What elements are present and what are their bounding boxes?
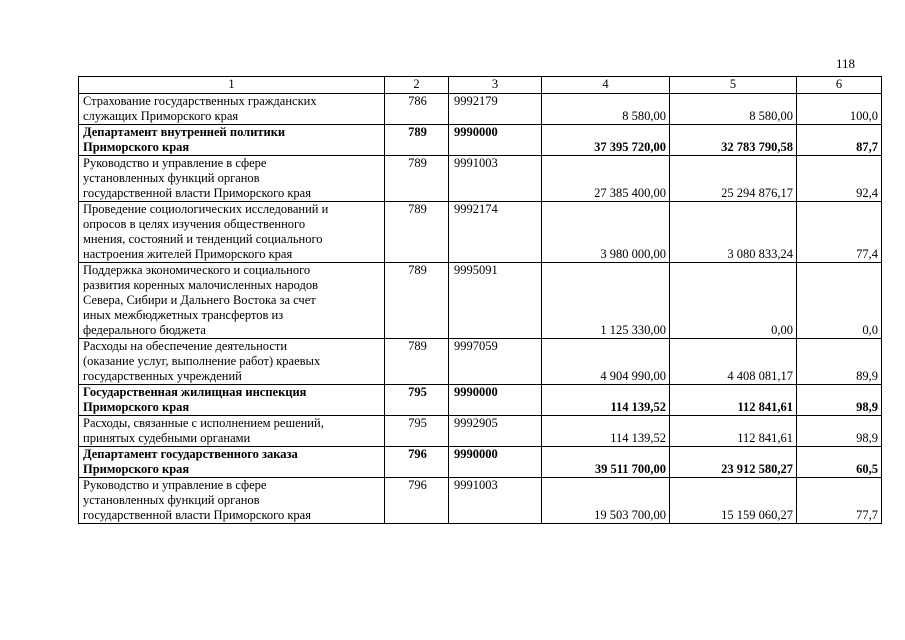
expense-name-line: настроения жителей Приморского края — [83, 247, 293, 261]
execution-percent-cell: 0,0 — [797, 263, 882, 339]
table-row — [79, 339, 882, 385]
grbs-code-cell: 789 — [385, 339, 449, 385]
expense-name-cell — [79, 478, 385, 524]
expense-name-line: служащих Приморского края — [83, 109, 239, 123]
expense-name-line: Страхование государственных гражданских — [83, 94, 317, 108]
target-article-cell: 9997059 — [449, 339, 542, 385]
executed-amount-cell: 0,00 — [670, 263, 797, 339]
expense-name-cell — [79, 202, 385, 263]
grbs-code-cell: 789 — [385, 263, 449, 339]
expense-name-line: Расходы на обеспечение деятельности — [83, 339, 288, 353]
target-article-cell: 9990000 — [449, 447, 542, 478]
expense-name-line: установленных функций органов — [83, 171, 260, 185]
executed-amount-cell: 8 580,00 — [670, 94, 797, 125]
grbs-code-cell: 796 — [385, 478, 449, 524]
expense-name-line: Государственная жилищная инспекция — [83, 385, 307, 399]
expense-name-line: Департамент внутренней политики — [83, 125, 286, 139]
expense-name-cell — [79, 94, 385, 125]
target-article-cell: 9992174 — [449, 202, 542, 263]
table-row — [79, 416, 882, 447]
execution-percent-cell: 100,0 — [797, 94, 882, 125]
execution-percent-cell: 98,9 — [797, 385, 882, 416]
executed-amount-cell: 3 080 833,24 — [670, 202, 797, 263]
header-col-3: 3 — [449, 77, 542, 94]
expense-name-line: Поддержка экономического и социального — [83, 263, 311, 277]
table-header-row — [79, 77, 882, 94]
execution-percent-cell: 60,5 — [797, 447, 882, 478]
executed-amount-cell: 15 159 060,27 — [670, 478, 797, 524]
target-article-cell: 9992905 — [449, 416, 542, 447]
expense-name-cell — [79, 339, 385, 385]
planned-amount-cell: 27 385 400,00 — [542, 156, 670, 202]
table-row-department — [79, 447, 882, 478]
header-col-4: 4 — [542, 77, 670, 94]
executed-amount-cell: 25 294 876,17 — [670, 156, 797, 202]
planned-amount-cell: 37 395 720,00 — [542, 125, 670, 156]
expense-name-cell — [79, 156, 385, 202]
table-row — [79, 94, 882, 125]
planned-amount-cell: 114 139,52 — [542, 416, 670, 447]
planned-amount-cell: 8 580,00 — [542, 94, 670, 125]
target-article-cell: 9990000 — [449, 125, 542, 156]
budget-execution-table — [78, 76, 882, 524]
planned-amount-cell: 19 503 700,00 — [542, 478, 670, 524]
header-col-1: 1 — [79, 77, 385, 94]
execution-percent-cell: 77,7 — [797, 478, 882, 524]
target-article-cell: 9991003 — [449, 478, 542, 524]
expense-name-line: Руководство и управление в сфере — [83, 156, 267, 170]
grbs-code-cell: 789 — [385, 156, 449, 202]
header-col-6: 6 — [797, 77, 882, 94]
expense-name-line: Приморского края — [83, 462, 190, 476]
grbs-code-cell: 789 — [385, 125, 449, 156]
expense-name-line: Руководство и управление в сфере — [83, 478, 267, 492]
expense-name-line: государственной власти Приморского края — [83, 186, 311, 200]
executed-amount-cell: 4 408 081,17 — [670, 339, 797, 385]
target-article-cell: 9991003 — [449, 156, 542, 202]
page-number: 118 — [836, 56, 856, 71]
grbs-code-cell: 795 — [385, 385, 449, 416]
expense-name-line: Севера, Сибири и Дальнего Востока за счет — [83, 293, 316, 307]
planned-amount-cell: 1 125 330,00 — [542, 263, 670, 339]
target-article-cell: 9992179 — [449, 94, 542, 125]
expense-name-cell — [79, 263, 385, 339]
expense-name-line: опросов в целях изучения общественного — [83, 217, 306, 231]
expense-name-cell — [79, 416, 385, 447]
execution-percent-cell: 87,7 — [797, 125, 882, 156]
expense-name-line: (оказание услуг, выполнение работ) краевых — [83, 354, 321, 368]
target-article-cell: 9995091 — [449, 263, 542, 339]
table-row — [79, 478, 882, 524]
grbs-code-cell: 796 — [385, 447, 449, 478]
planned-amount-cell: 4 904 990,00 — [542, 339, 670, 385]
planned-amount-cell: 114 139,52 — [542, 385, 670, 416]
table-row-department — [79, 385, 882, 416]
grbs-code-cell: 795 — [385, 416, 449, 447]
executed-amount-cell: 32 783 790,58 — [670, 125, 797, 156]
execution-percent-cell: 98,9 — [797, 416, 882, 447]
expense-name-line: Приморского края — [83, 400, 190, 414]
execution-percent-cell: 77,4 — [797, 202, 882, 263]
expense-name-cell — [79, 385, 385, 416]
execution-percent-cell: 89,9 — [797, 339, 882, 385]
expense-name-line: иных межбюджетных трансфертов из — [83, 308, 284, 322]
expense-name-line: государственных учреждений — [83, 369, 242, 383]
expense-name-line: государственной власти Приморского края — [83, 508, 311, 522]
executed-amount-cell: 112 841,61 — [670, 385, 797, 416]
expense-name-cell — [79, 125, 385, 156]
table-row — [79, 202, 882, 263]
table-row-department — [79, 125, 882, 156]
expense-name-line: Проведение социологических исследований и — [83, 202, 329, 216]
grbs-code-cell: 789 — [385, 202, 449, 263]
target-article-cell: 9990000 — [449, 385, 542, 416]
expense-name-line: Расходы, связанные с исполнением решений, — [83, 416, 324, 430]
expense-name-line: развития коренных малочисленных народов — [83, 278, 318, 292]
grbs-code-cell: 786 — [385, 94, 449, 125]
header-col-2: 2 — [385, 77, 449, 94]
table-body — [79, 94, 882, 524]
expense-name-line: принятых судебными органами — [83, 431, 251, 445]
executed-amount-cell: 112 841,61 — [670, 416, 797, 447]
expense-name-line: федерального бюджета — [83, 323, 206, 337]
expense-name-line: Департамент государственного заказа — [83, 447, 298, 461]
executed-amount-cell: 23 912 580,27 — [670, 447, 797, 478]
execution-percent-cell: 92,4 — [797, 156, 882, 202]
expense-name-line: Приморского края — [83, 140, 190, 154]
planned-amount-cell: 39 511 700,00 — [542, 447, 670, 478]
expense-name-line: мнения, состояний и тенденций социального — [83, 232, 323, 246]
table-row — [79, 156, 882, 202]
planned-amount-cell: 3 980 000,00 — [542, 202, 670, 263]
header-col-5: 5 — [670, 77, 797, 94]
table-row — [79, 263, 882, 339]
expense-name-cell — [79, 447, 385, 478]
expense-name-line: установленных функций органов — [83, 493, 260, 507]
